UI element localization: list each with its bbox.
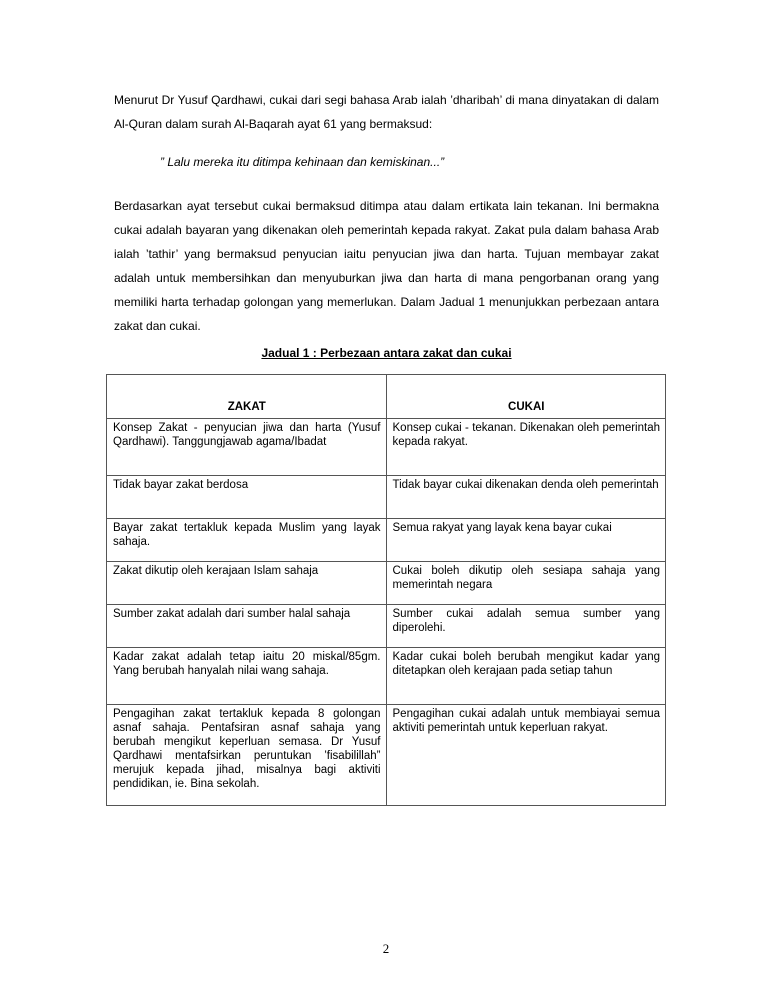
paragraph-explanation [114, 194, 659, 338]
table-row [107, 562, 666, 605]
paragraph-text: Berdasarkan ayat tersebut cukai bermaksud ditimpa atau dalam ertikata lain tekanan. Ini bermakna cukai adalah bayaran yang dikenakan oleh pemerintah kepada rakyat. Zakat pula dalam bahasa Arab ialah ’tathir’ yang bermaksud penyucian iaitu penyucian jiwa dan harta. Tujuan membayar zakat adalah untuk membersihkan dan menyuburkan jiwa dan harta di mana pengorbanan orang yang memiliki harta terhadap golongan yang memerlukan. Dalam Jadual 1 menunjukkan perbezaan antara zakat dan cukai. [114, 199, 659, 333]
cell-zakat: Pengagihan zakat tertakluk kepada 8 golongan asnaf sahaja. Pentafsiran asnaf sahaja yang berubah mengikut keperluan semasa. Dr Yusuf Qardhawi mentafsirkan peruntukan ’fisabilillah” merujuk kepada jihad, misalnya bagi aktiviti pendidikan, ie. Bina sekolah. [107, 705, 387, 806]
table-title: Jadual 1 : Perbezaan antara zakat dan cukai [261, 346, 512, 360]
cell-zakat: Konsep Zakat - penyucian jiwa dan harta (Yusuf Qardhawi). Tanggungjawab agama/Ibadat [107, 419, 387, 476]
table-row [107, 419, 666, 476]
paragraph-text: Menurut Dr Yusuf Qardhawi, cukai dari segi bahasa Arab ialah ’dharibah’ di mana dinyatakan di dalam Al-Quran dalam surah Al-Baqarah ayat 61 yang bermaksud: [114, 93, 659, 131]
cell-cukai: Pengagihan cukai adalah untuk membiayai semua aktiviti pemerintah untuk keperluan rakyat. [386, 705, 666, 806]
table-row [107, 705, 666, 806]
cell-zakat: Kadar zakat adalah tetap iaitu 20 miskal/85gm. Yang berubah hanyalah nilai wang sahaja. [107, 648, 387, 705]
quran-quote: ” Lalu mereka itu ditimpa kehinaan dan kemiskinan...” [160, 155, 445, 169]
cell-cukai: Cukai boleh dikutip oleh sesiapa sahaja yang memerintah negara [386, 562, 666, 605]
cell-zakat: Zakat dikutip oleh kerajaan Islam sahaja [107, 562, 387, 605]
cell-cukai: Sumber cukai adalah semua sumber yang diperolehi. [386, 605, 666, 648]
header-zakat: ZAKAT [107, 375, 387, 419]
cell-zakat: Sumber zakat adalah dari sumber halal sahaja [107, 605, 387, 648]
paragraph-definition-cukai [114, 88, 659, 136]
cell-cukai: Konsep cukai - tekanan. Dikenakan oleh pemerintah kepada rakyat. [386, 419, 666, 476]
cell-zakat: Bayar zakat tertakluk kepada Muslim yang layak sahaja. [107, 519, 387, 562]
header-cukai: CUKAI [386, 375, 666, 419]
table-row [107, 605, 666, 648]
table-row [107, 476, 666, 519]
cell-cukai: Semua rakyat yang layak kena bayar cukai [386, 519, 666, 562]
cell-cukai: Tidak bayar cukai dikenakan denda oleh pemerintah [386, 476, 666, 519]
page-number: 2 [382, 941, 390, 956]
cell-zakat: Tidak bayar zakat berdosa [107, 476, 387, 519]
table-row [107, 519, 666, 562]
table-row [107, 648, 666, 705]
cell-cukai: Kadar cukai boleh berubah mengikut kadar yang ditetapkan oleh kerajaan pada setiap tahun [386, 648, 666, 705]
comparison-table [106, 374, 666, 806]
table-header-row [107, 375, 666, 419]
